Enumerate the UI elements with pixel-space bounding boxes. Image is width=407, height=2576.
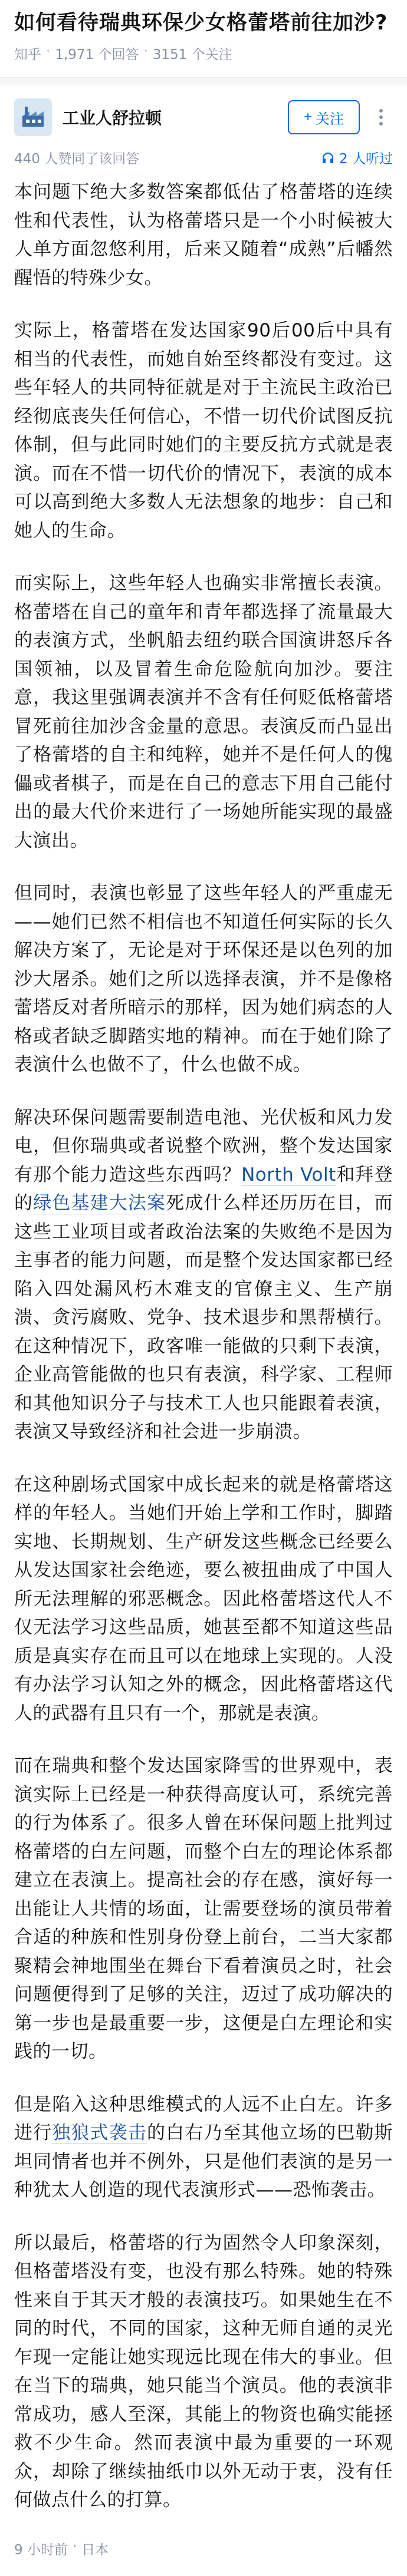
question-header — [0, 0, 407, 69]
follow-label: 关注 — [316, 111, 344, 127]
follower-count: 3151 个关注 — [152, 47, 232, 62]
more-options-icon[interactable] — [369, 109, 393, 126]
source-label[interactable]: 知乎 — [14, 47, 41, 62]
green-infrastructure-act-link[interactable]: 绿色基建大法案 — [33, 1193, 166, 1214]
agree-count: 440 人赞同了该回答 — [14, 151, 140, 167]
answer-paragraph: 本问题下绝大多数答案都低估了格蕾塔的连续性和代表性，认为格蕾塔只是一个小时候被大人单方面忽悠利用，后来又随着“成熟”后幡然醒悟的特殊少女。 — [14, 181, 393, 289]
plus-icon: + — [303, 109, 312, 125]
industrial-logo-icon — [20, 104, 46, 130]
author-row — [0, 85, 407, 142]
answer-paragraph: 而在瑞典和整个发达国家降雪的世界观中，表演实际上已经是一种获得高度认可，系统完善的行为体系了。很多人曾在环保问题上批判过格蕾塔的白左问题，而整个白左的理论体系都建立在表演上。提高社会的存在感，演好每一出能让人共情的场面，让需要登场的演员带着合适的种族和性别身份登上前台，二当大家都聚精会神地围坐在舞台下看着演员之时，社会问题便得到了足够的关注，迈过了成功解决的第一步也是最重要一步，这便是白左理论和实践的一切。 — [14, 1755, 393, 2062]
section-divider — [0, 77, 407, 85]
answer-count[interactable]: 1,971 个回答 — [55, 47, 139, 62]
avatar[interactable] — [14, 98, 52, 136]
paragraph-text: 死成什么样还历历在目，而这些工业项目或者政治法案的失败绝不是因为主事者的能力问题，而是整个发达国家都已经陷入四处漏风朽木难支的官僚主义、生产崩溃、贪污腐败、党争、技术退步和黑帮横行。在这种情况下，政客唯一能做的只剩下表演，企业高管能做的也只有表演，科学家、工程师和其他知识分子与技术工人也只能跟着表演，表演又导致经济和社会进一步崩溃。 — [14, 1193, 393, 1442]
author-name[interactable]: 工业人舒拉顿 — [63, 108, 162, 128]
separator: · — [72, 2538, 77, 2554]
question-title[interactable]: 如何看待瑞典环保少女格蕾塔前往加沙? — [14, 11, 388, 35]
question-meta — [14, 44, 393, 63]
lone-wolf-attack-link[interactable]: 独狼式袭击 — [52, 2122, 147, 2144]
answer-paragraph: 所以最后，格蕾塔的行为固然令人印象深刻，但格蕾塔没有变，也没有那么特殊。她的特殊性来自于其天才般的表演技巧。如果她生在不同的时代，不同的国家，这种无师自通的灵光乍现一定能让她实现远比现在伟大的事业。但在当下的瑞典，她只能当个演员。他的表演非常成功，感人至深，其能上的物资也确实能拯救不少生命。然而表演中最为重要的一环观众，却除了继续抽纸巾以外无动于衷，没有任何做点什么的打算。 — [14, 2232, 393, 2511]
answer-paragraph — [14, 1104, 393, 1446]
north-volt-link[interactable]: North Volt — [241, 1164, 336, 1185]
answer-body — [0, 167, 407, 2515]
answer-paragraph: 但同时，表演也彰显了这些年轻人的严重虚无——她们已然不相信也不知道任何实际的长久解决方案了，无论是对于环保还是以色列的加沙大屠杀。她们之所以选择表演，并不是像格蕾塔反对者所暗示的那样，因为她们病态的人格或者缺乏脚踏实地的精神。而在于她们除了表演什么也做不了，什么也做不成。 — [14, 883, 393, 1075]
follow-button[interactable] — [288, 100, 360, 134]
answer-paragraph: 而实际上，这些年轻人也确实非常擅长表演。格蕾塔在自己的童年和青年都选择了流量最大的表演方式，坐帆船去纽约联合国演讲怒斥各国领袖，以及冒着生命危险航向加沙。要注意，我这里强调表演并不含有任何贬低格蕾塔冒死前往加沙含金量的意思。表演反而凸显出了格蕾塔的自主和纯粹，她并不是任何人的傀儡或者棋子，而是在自己的意志下用自己能付出的最大代价来进行了一场她所能实现的最盛大演出。 — [14, 573, 393, 851]
answer-paragraph: 在这种剧场式国家中成长起来的就是格蕾塔这样的年轻人。当她们开始上学和工作时，脚踏实地、长期规划、生产研发这些概念已经要么从发达国家社会绝迹，要么被扭曲成了中国人所无法理解的邪恶概念。因此格蕾塔这代人不仅无法学习这些品质，她甚至都不知道这些品质是真实存在而且可以在地球上实现的。人没有办法学习认知之外的概念，因此格蕾塔这代人的武器有且只有一个，那就是表演。 — [14, 1474, 393, 1724]
answer-paragraph — [14, 2090, 393, 2205]
answer-footer — [0, 2539, 407, 2576]
paragraph-text: 但是陷入这种思维模式的人远不止白左。许多进行 — [14, 2093, 393, 2144]
paragraph-text: 的白右乃至其他立场的巴勒斯坦同情者也并不例外，只是他们表演的是另一种犹太人创造的现代表演形式——恐怖袭击。 — [14, 2122, 393, 2201]
listen-button[interactable] — [321, 148, 393, 167]
headphones-icon — [321, 151, 334, 164]
separator: · — [46, 44, 51, 59]
post-location: 日本 — [81, 2542, 109, 2558]
separator: · — [143, 44, 148, 59]
agree-row — [0, 142, 407, 167]
listen-count: 2 人听过 — [339, 151, 393, 167]
paragraph-text: 和拜登的 — [14, 1164, 393, 1214]
post-time: 9 小时前 — [14, 2542, 68, 2558]
paragraph-text: 解决环保问题需要制造电池、光伏板和风力发电，但你瑞典或者说整个欧洲，整个发达国家有那个能力造这些东西吗？ — [14, 1107, 393, 1185]
answer-paragraph: 实际上，格蕾塔在发达国家90后00后中具有相当的代表性，而她自始至终都没有变过。这些年轻人的共同特征就是对于主流民主政治已经彻底丧失任何信心，不惜一切代价试图反抗体制，但与此同时她们的主要反抗方式就是表演。而在不惜一切代价的情况下，表演的成本可以高到绝大多数人无法想象的地步：自己和她人的生命。 — [14, 320, 393, 541]
